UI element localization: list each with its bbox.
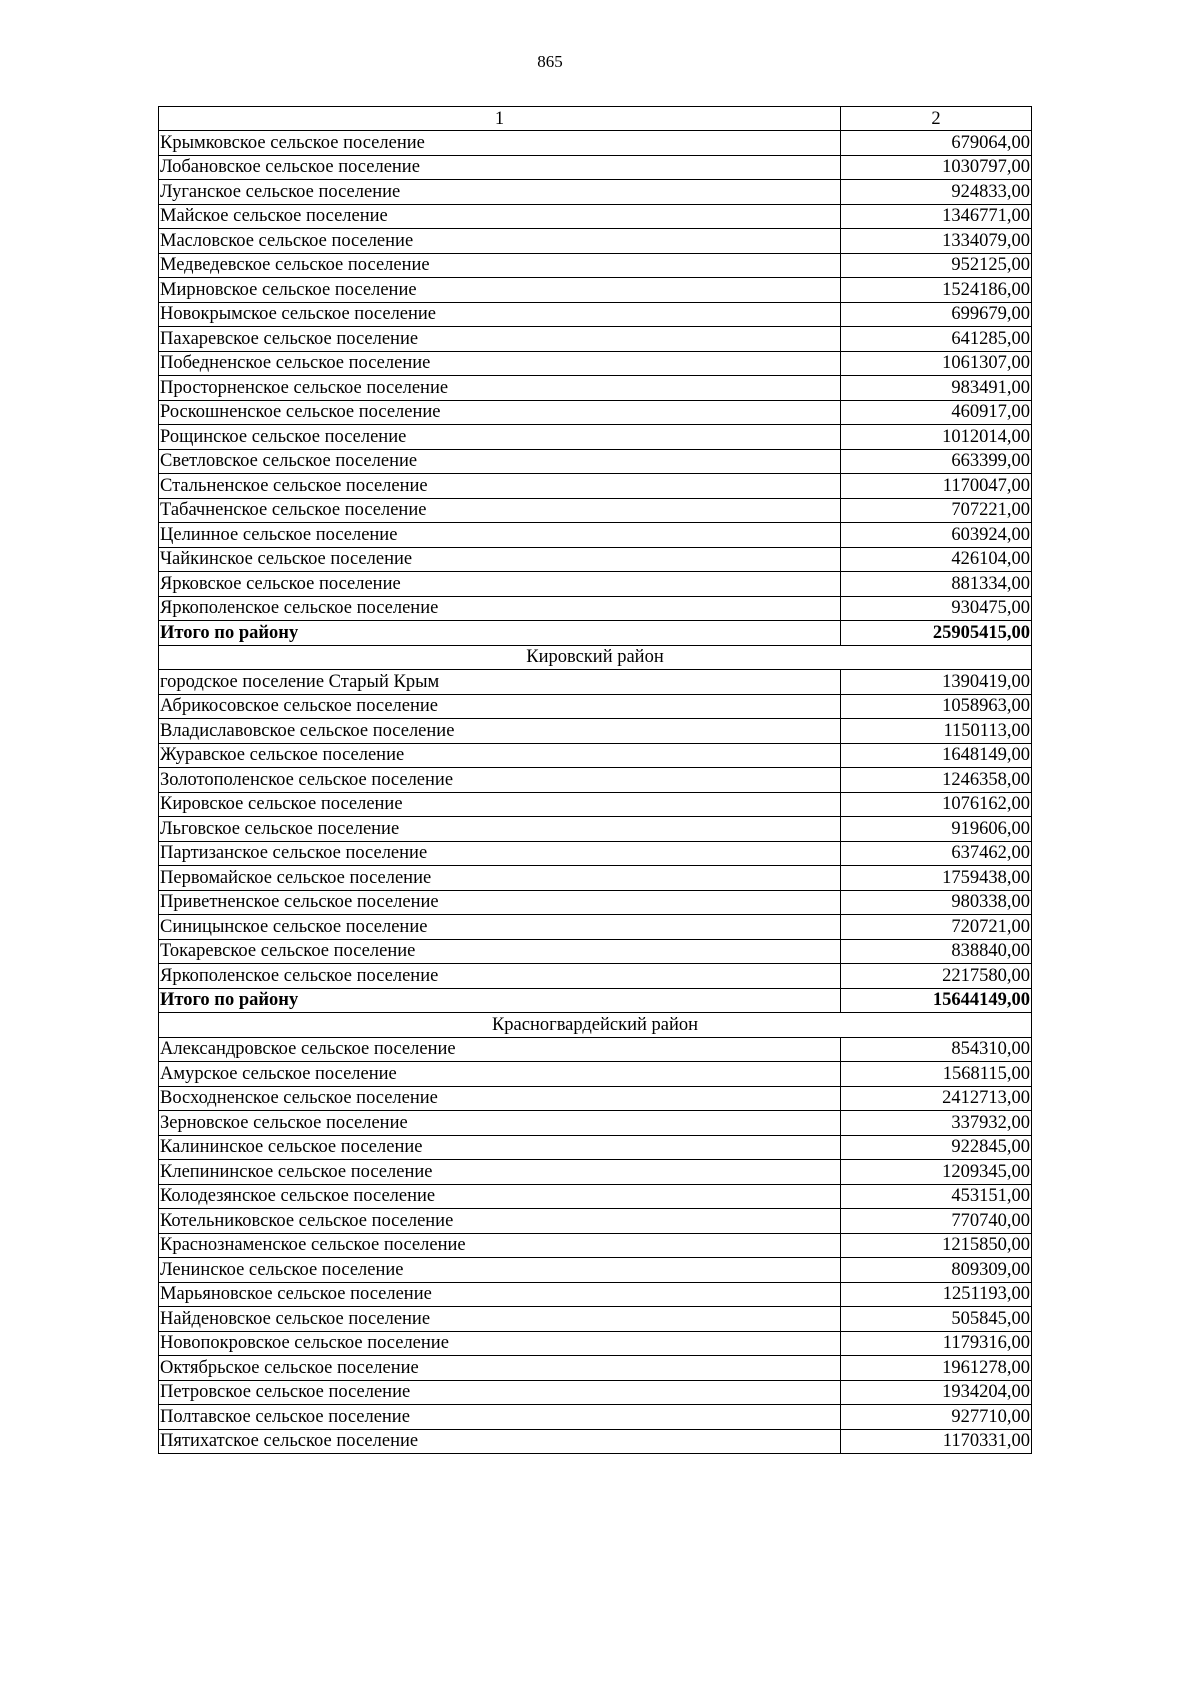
settlement-amount: 809309,00 (841, 1258, 1032, 1283)
settlement-amount: 1568115,00 (841, 1062, 1032, 1087)
table-row (159, 572, 1032, 597)
table-row (159, 253, 1032, 278)
settlement-amount: 1076162,00 (841, 792, 1032, 817)
settlement-name: Ярковское сельское поселение (159, 572, 841, 597)
settlement-budget-table (158, 106, 1032, 1454)
settlement-amount: 426104,00 (841, 547, 1032, 572)
table-row (159, 155, 1032, 180)
settlement-amount: 924833,00 (841, 180, 1032, 205)
table-row (159, 1429, 1032, 1454)
table-row (159, 400, 1032, 425)
settlement-name: Петровское сельское поселение (159, 1380, 841, 1405)
settlement-name: Восходненское сельское поселение (159, 1086, 841, 1111)
district-heading-row (159, 1013, 1032, 1038)
settlement-amount: 679064,00 (841, 131, 1032, 156)
table-row (159, 1037, 1032, 1062)
table-row (159, 1258, 1032, 1283)
settlement-name: Октябрьское сельское поселение (159, 1356, 841, 1381)
settlement-name: Медведевское сельское поселение (159, 253, 841, 278)
table-row (159, 474, 1032, 499)
table-row (159, 1282, 1032, 1307)
table-row (159, 694, 1032, 719)
table-row (159, 1062, 1032, 1087)
settlement-amount: 1215850,00 (841, 1233, 1032, 1258)
settlement-amount: 1179316,00 (841, 1331, 1032, 1356)
settlement-name: Пахаревское сельское поселение (159, 327, 841, 352)
settlement-name: Клепининское сельское поселение (159, 1160, 841, 1185)
settlement-amount: 505845,00 (841, 1307, 1032, 1332)
settlement-amount: 770740,00 (841, 1209, 1032, 1234)
settlement-name: Масловское сельское поселение (159, 229, 841, 254)
settlement-amount: 1961278,00 (841, 1356, 1032, 1381)
settlement-name: Новопокровское сельское поселение (159, 1331, 841, 1356)
settlement-amount: 930475,00 (841, 596, 1032, 621)
table-row (159, 547, 1032, 572)
settlement-name: Мирновское сельское поселение (159, 278, 841, 303)
settlement-name: городское поселение Старый Крым (159, 670, 841, 695)
settlement-name: Партизанское сельское поселение (159, 841, 841, 866)
settlement-name: Победненское сельское поселение (159, 351, 841, 376)
total-amount: 15644149,00 (841, 988, 1032, 1013)
settlement-name: Александровское сельское поселение (159, 1037, 841, 1062)
settlement-name: Роскошненское сельское поселение (159, 400, 841, 425)
settlement-name: Крымковское сельское поселение (159, 131, 841, 156)
settlement-amount: 2412713,00 (841, 1086, 1032, 1111)
settlement-name: Целинное сельское поселение (159, 523, 841, 548)
table-row (159, 1086, 1032, 1111)
settlement-name: Яркополенское сельское поселение (159, 596, 841, 621)
settlement-name: Яркополенское сельское поселение (159, 964, 841, 989)
district-heading-row (159, 645, 1032, 670)
settlement-name: Рощинское сельское поселение (159, 425, 841, 450)
settlement-name: Золотополенское сельское поселение (159, 768, 841, 793)
settlement-amount: 1759438,00 (841, 866, 1032, 891)
settlement-name: Пятихатское сельское поселение (159, 1429, 841, 1454)
settlement-name: Марьяновское сельское поселение (159, 1282, 841, 1307)
table-row (159, 743, 1032, 768)
settlement-amount: 1648149,00 (841, 743, 1032, 768)
table-row (159, 841, 1032, 866)
settlement-amount: 1346771,00 (841, 204, 1032, 229)
table-row (159, 596, 1032, 621)
table-row (159, 670, 1032, 695)
table-row (159, 1209, 1032, 1234)
table-row (159, 1184, 1032, 1209)
table-row (159, 1160, 1032, 1185)
district-total-row (159, 988, 1032, 1013)
total-amount: 25905415,00 (841, 621, 1032, 646)
settlement-amount: 1170047,00 (841, 474, 1032, 499)
settlement-amount: 1246358,00 (841, 768, 1032, 793)
table-row (159, 523, 1032, 548)
settlement-amount: 663399,00 (841, 449, 1032, 474)
settlement-name: Льговское сельское поселение (159, 817, 841, 842)
settlement-amount: 1334079,00 (841, 229, 1032, 254)
settlement-name: Приветненское сельское поселение (159, 890, 841, 915)
settlement-amount: 983491,00 (841, 376, 1032, 401)
settlement-name: Найденовское сельское поселение (159, 1307, 841, 1332)
settlement-amount: 720721,00 (841, 915, 1032, 940)
settlement-amount: 1150113,00 (841, 719, 1032, 744)
total-label: Итого по району (159, 621, 841, 646)
table-row (159, 498, 1032, 523)
settlement-amount: 952125,00 (841, 253, 1032, 278)
table-row (159, 180, 1032, 205)
table-row (159, 1135, 1032, 1160)
settlement-name: Полтавское сельское поселение (159, 1405, 841, 1430)
table-row (159, 449, 1032, 474)
settlement-name: Светловское сельское поселение (159, 449, 841, 474)
settlement-amount: 838840,00 (841, 939, 1032, 964)
settlement-amount: 603924,00 (841, 523, 1032, 548)
settlement-amount: 1251193,00 (841, 1282, 1032, 1307)
page-number: 865 (537, 52, 563, 71)
settlement-amount: 854310,00 (841, 1037, 1032, 1062)
district-total-row (159, 621, 1032, 646)
settlement-amount: 1030797,00 (841, 155, 1032, 180)
settlement-amount: 460917,00 (841, 400, 1032, 425)
settlement-name: Первомайское сельское поселение (159, 866, 841, 891)
table-row (159, 1405, 1032, 1430)
settlement-name: Луганское сельское поселение (159, 180, 841, 205)
table-row (159, 1331, 1032, 1356)
table-row (159, 939, 1032, 964)
table-row (159, 351, 1032, 376)
settlement-name: Кировское сельское поселение (159, 792, 841, 817)
table-row (159, 719, 1032, 744)
table-row (159, 792, 1032, 817)
settlement-amount: 1209345,00 (841, 1160, 1032, 1185)
total-label: Итого по району (159, 988, 841, 1013)
settlement-amount: 699679,00 (841, 302, 1032, 327)
settlement-name: Колодезянское сельское поселение (159, 1184, 841, 1209)
settlement-amount: 1390419,00 (841, 670, 1032, 695)
table-row (159, 1356, 1032, 1381)
settlement-name: Журавское сельское поселение (159, 743, 841, 768)
table-row (159, 1233, 1032, 1258)
settlement-amount: 919606,00 (841, 817, 1032, 842)
settlement-name: Котельниковское сельское поселение (159, 1209, 841, 1234)
settlement-name: Амурское сельское поселение (159, 1062, 841, 1087)
table-body (159, 107, 1032, 1454)
column-header-1: 1 (159, 107, 841, 131)
settlement-name: Зерновское сельское поселение (159, 1111, 841, 1136)
settlement-amount: 1170331,00 (841, 1429, 1032, 1454)
settlement-name: Чайкинское сельское поселение (159, 547, 841, 572)
settlement-amount: 1524186,00 (841, 278, 1032, 303)
settlement-amount: 1058963,00 (841, 694, 1032, 719)
settlement-amount: 1012014,00 (841, 425, 1032, 450)
settlement-name: Синицынское сельское поселение (159, 915, 841, 940)
table-row (159, 1111, 1032, 1136)
settlement-amount: 927710,00 (841, 1405, 1032, 1430)
settlement-name: Табачненское сельское поселение (159, 498, 841, 523)
settlement-amount: 922845,00 (841, 1135, 1032, 1160)
table-row (159, 131, 1032, 156)
settlement-name: Просторненское сельское поселение (159, 376, 841, 401)
settlement-name: Майское сельское поселение (159, 204, 841, 229)
table-row (159, 376, 1032, 401)
settlement-name: Ленинское сельское поселение (159, 1258, 841, 1283)
settlement-name: Токаревское сельское поселение (159, 939, 841, 964)
table-row (159, 817, 1032, 842)
table-row (159, 768, 1032, 793)
district-heading: Кировский район (159, 645, 1032, 670)
settlement-name: Владиславовское сельское поселение (159, 719, 841, 744)
table-row (159, 425, 1032, 450)
table-row (159, 229, 1032, 254)
table-row (159, 964, 1032, 989)
district-heading: Красногвардейский район (159, 1013, 1032, 1038)
settlement-name: Краснознаменское сельское поселение (159, 1233, 841, 1258)
settlement-amount: 453151,00 (841, 1184, 1032, 1209)
settlement-amount: 1934204,00 (841, 1380, 1032, 1405)
column-header-2: 2 (841, 107, 1032, 131)
table-header-row (159, 107, 1032, 131)
settlement-amount: 641285,00 (841, 327, 1032, 352)
table-row (159, 204, 1032, 229)
settlement-name: Стальненское сельское поселение (159, 474, 841, 499)
settlement-name: Лобановское сельское поселение (159, 155, 841, 180)
table-row (159, 866, 1032, 891)
settlement-amount: 707221,00 (841, 498, 1032, 523)
table-row (159, 327, 1032, 352)
settlement-name: Калининское сельское поселение (159, 1135, 841, 1160)
table-row (159, 1307, 1032, 1332)
settlement-name: Новокрымское сельское поселение (159, 302, 841, 327)
table-row (159, 1380, 1032, 1405)
settlement-amount: 881334,00 (841, 572, 1032, 597)
table-row (159, 278, 1032, 303)
settlement-amount: 637462,00 (841, 841, 1032, 866)
settlement-amount: 980338,00 (841, 890, 1032, 915)
table-row (159, 915, 1032, 940)
table-row (159, 302, 1032, 327)
settlement-amount: 337932,00 (841, 1111, 1032, 1136)
settlement-name: Абрикосовское сельское поселение (159, 694, 841, 719)
table-row (159, 890, 1032, 915)
settlement-amount: 1061307,00 (841, 351, 1032, 376)
settlement-amount: 2217580,00 (841, 964, 1032, 989)
